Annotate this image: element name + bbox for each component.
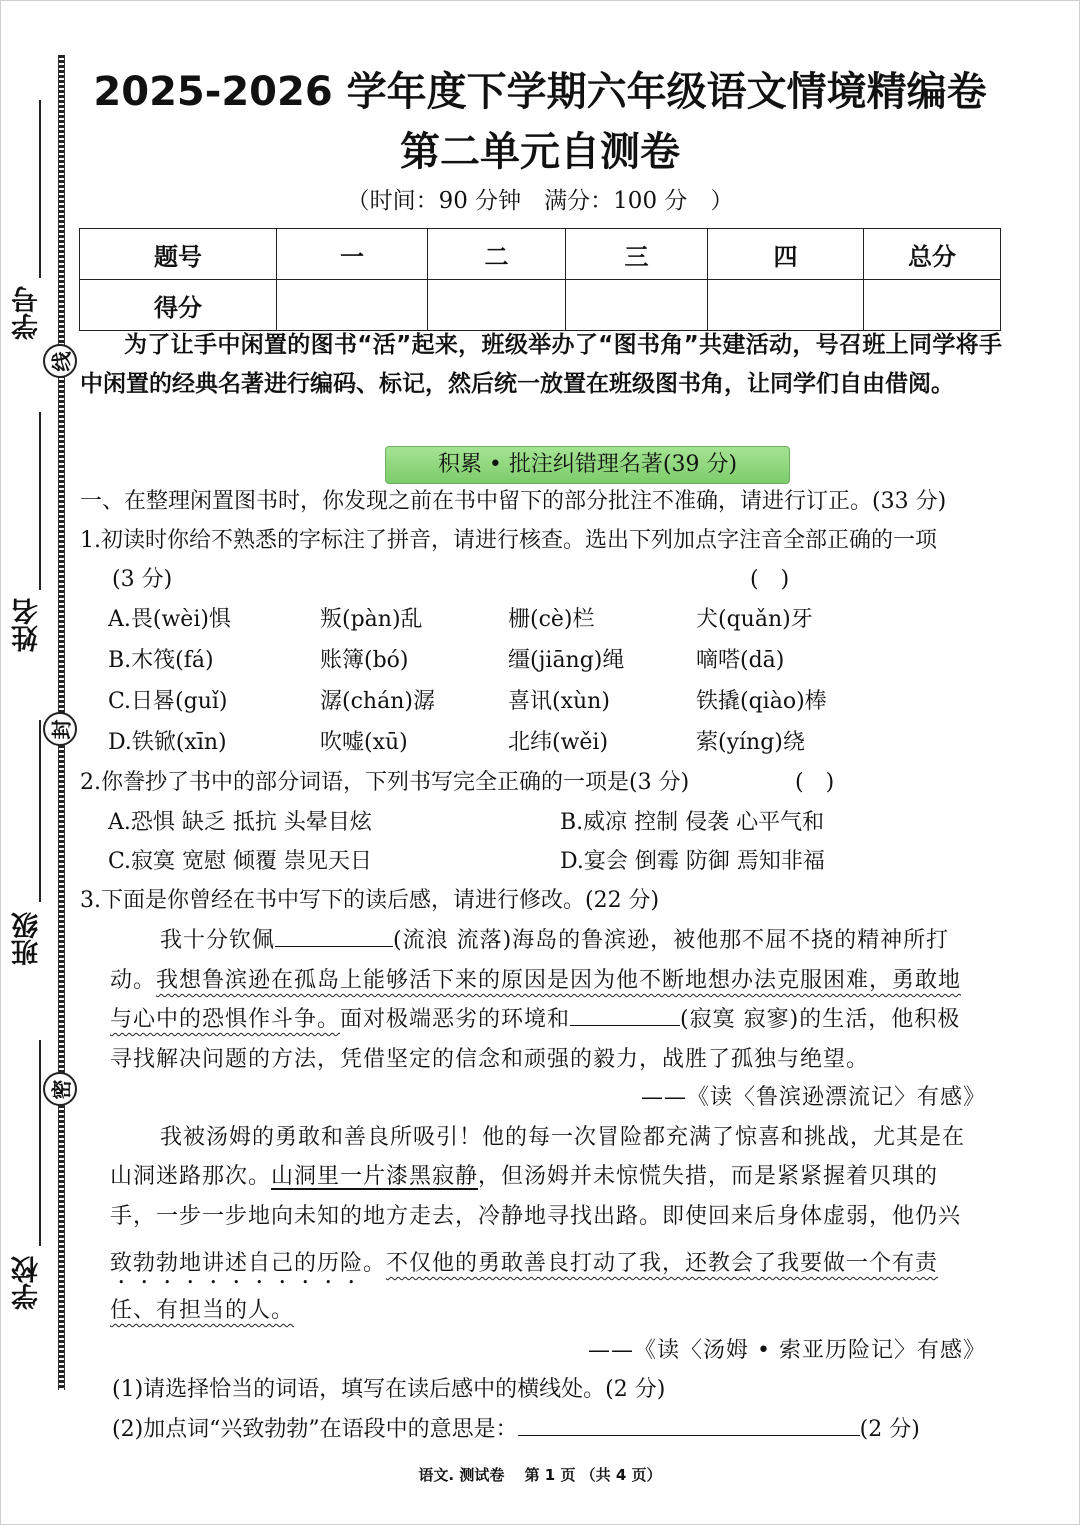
q1-option-d-4: 萦(yíng)绕	[696, 730, 805, 755]
essay1-wavy-sentence-1: 我想鲁滨逊在孤岛上能够活下来的原因是因为他不断地想办法克服困难，勇敢地	[156, 968, 962, 993]
header-col-4: 四	[708, 229, 864, 280]
time-info: （时间：90 分钟 满分：100 分 ）	[346, 188, 734, 214]
q3-sub1: (1)请选择恰当的词语，填写在读后感中的横线处。(2 分)	[112, 1377, 666, 1402]
q1-option-c-2: 潺(chán)潺	[320, 689, 435, 714]
score-table	[79, 228, 1001, 331]
header-defen: 得分	[80, 280, 277, 331]
essay1-text-a: 我十分钦佩	[160, 928, 276, 953]
essay1-text-f: 面对极端恶劣的环境和	[340, 1007, 571, 1032]
seal-xian: 线	[43, 344, 77, 378]
essay2-text-b: 山洞迷路那次。	[110, 1164, 272, 1189]
essay1-line1	[160, 924, 949, 958]
essay2-wavy-sentence-1: 不仅他的勇敢善良打动了我，还教会了我要做一个有责	[386, 1251, 939, 1276]
q3-sub2-answer-line[interactable]	[518, 1413, 860, 1436]
seal-feng: 封	[43, 712, 77, 746]
q3-sub2-score: (2 分)	[859, 1417, 920, 1442]
q2-option-a: A.恐惧 缺乏 抵抗 头晕目炫	[108, 810, 372, 835]
q1-option-d-1: D.铁锨(xīn)	[108, 730, 227, 755]
essay2-line5	[110, 1294, 294, 1328]
header-col-2: 二	[428, 229, 566, 280]
q1-option-a-2: 叛(pàn)乱	[320, 607, 423, 632]
essay2-source: ——《读〈汤姆 • 索亚历险记〉有感》	[588, 1338, 986, 1363]
essay1-line3	[110, 1003, 960, 1037]
header-col-total: 总分	[864, 229, 1001, 280]
q1-option-a-4: 犬(quǎn)牙	[696, 607, 813, 632]
essay2-wavy-sentence-2: 任、有担当的人。	[110, 1298, 295, 1323]
essay1-text-g: (寂寞 寂寥)的生活，他积极	[680, 1007, 961, 1032]
q3-sub2	[112, 1413, 920, 1447]
q1-option-c-1: C.日晷(guǐ)	[108, 689, 228, 714]
q1-option-a-3: 栅(cè)栏	[508, 607, 595, 632]
essay1-source: ——《读〈鲁滨逊漂流记〉有感》	[640, 1085, 986, 1110]
score-cell-3[interactable]	[566, 280, 708, 331]
q1-score: (3 分)	[112, 567, 173, 592]
essay2-text-d: ，但汤姆并未惊慌失措，而是紧紧握着贝琪的	[478, 1164, 939, 1189]
score-cell-4[interactable]	[708, 280, 864, 331]
score-table-score-row	[80, 280, 1001, 331]
q1-option-d-2: 吹嘘(xū)	[320, 730, 408, 755]
essay1-text-b: (流浪 流落)海岛的鲁滨逊，被他那不屈不挠的精神所打	[393, 928, 950, 953]
q1-option-d-3: 北纬(wěi)	[508, 730, 609, 755]
label-school: 学校	[12, 1256, 43, 1310]
q1-option-c-3: 喜讯(xùn)	[508, 689, 610, 714]
q1-stem: 1.初读时你给不熟悉的字标注了拼音，请进行核查。选出下列加点字注音全部正确的一项	[80, 528, 937, 553]
q3-sub2-text: (2)加点词“兴致勃勃”在语段中的意思是：	[112, 1417, 518, 1442]
label-class: 班级	[12, 912, 43, 966]
essay1-blank-2[interactable]	[570, 1003, 680, 1026]
essay1-wavy-sentence-2: 与心中的恐惧作斗争。	[110, 1007, 341, 1032]
page-subtitle: 第二单元自测卷	[400, 129, 680, 175]
essay2-underlined-phrase: 山洞里一片漆黑寂静	[271, 1164, 479, 1189]
seal-mi: 密	[43, 1072, 77, 1106]
essay1-text-c: 动。	[110, 968, 157, 993]
q1-option-b-1: B.木筏(fá)	[108, 648, 214, 673]
part1-instruction: 一、在整理闲置图书时，你发现之前在书中留下的部分批注不准确，请进行订正。(33 分)	[80, 489, 947, 514]
school-line	[39, 1040, 41, 1246]
q1-option-a-1: A.畏(wèi)惧	[108, 607, 231, 632]
q1-option-b-4: 嘀嗒(dā)	[696, 648, 785, 673]
q1-answer-bracket[interactable]: ( )	[750, 567, 790, 592]
header-col-3: 三	[566, 229, 708, 280]
score-cell-1[interactable]	[277, 280, 428, 331]
essay2-line2	[110, 1160, 938, 1194]
class-line	[39, 720, 41, 902]
header-tihao: 题号	[80, 229, 277, 280]
score-table-header-row	[80, 229, 1001, 280]
essay1-line4: 寻找解决问题的方法，凭借坚定的信念和顽强的毅力，战胜了孤独与绝望。	[110, 1047, 870, 1072]
score-cell-2[interactable]	[428, 280, 566, 331]
header-col-1: 一	[277, 229, 428, 280]
essay1-blank-1[interactable]	[275, 924, 393, 947]
q2-stem: 2.你誊抄了书中的部分词语，下列书写完全正确的一项是(3 分)	[80, 770, 690, 795]
essay2-line1: 我被汤姆的勇敢和善良所吸引！他的每一次冒险都充满了惊喜和挑战，尤其是在	[160, 1125, 966, 1150]
page-title: 2025-2026 学年度下学期六年级语文情境精编卷	[93, 69, 987, 115]
essay2-line3: 手，一步一步地向未知的地方走去，冷静地寻找出路。即使回来后身体虚弱，他仍兴	[110, 1204, 962, 1229]
page-footer: 语文. 测试卷 第 1 页 （共 4 页）	[418, 1466, 662, 1484]
section-header: 积累 • 批注纠错理名著(39 分)	[385, 446, 790, 484]
essay2-line4	[110, 1247, 938, 1289]
q2-answer-bracket[interactable]: ( )	[795, 770, 835, 795]
q3-stem: 3.下面是你曾经在书中写下的读后感，请进行修改。(22 分)	[80, 888, 660, 913]
q2-option-c: C.寂寞 宽慰 倾覆 崇见天日	[108, 849, 373, 874]
score-cell-total[interactable]	[864, 280, 1001, 331]
essay2-dotted-text: 致勃勃地讲述自己的历险。	[110, 1251, 387, 1276]
q2-option-d: D.宴会 倒霉 防御 焉知非福	[560, 849, 825, 874]
q1-option-c-4: 铁撬(qiào)棒	[696, 689, 827, 714]
label-student-id: 学号	[12, 286, 43, 340]
name-line	[39, 412, 41, 590]
q1-option-b-3: 缰(jiāng)绳	[508, 648, 625, 673]
q2-option-b: B.威凉 控制 侵袭 心平气和	[560, 810, 825, 835]
label-name: 姓名	[12, 598, 43, 652]
student-id-line	[39, 100, 41, 278]
intro-paragraph: 为了让手中闲置的图书“活”起来，班级举办了“图书角”共建活动，号召班上同学将手中闲置的经典名著进行编码、标记，然后统一放置在班级图书角，让同学们自由借阅。	[80, 332, 1002, 397]
essay1-line2	[110, 964, 961, 998]
q1-option-b-2: 账簿(bó)	[320, 648, 409, 673]
